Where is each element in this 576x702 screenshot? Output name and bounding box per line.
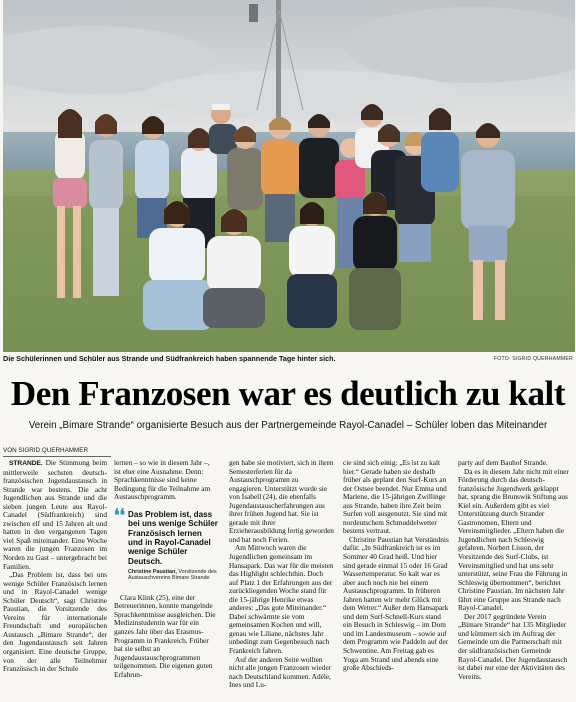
subheadline: Verein „Bimare Strande“ organisierte Besuch aus der Partnergemeinde Rayol-Canadel – Schüler loben das Miteinander [28,420,548,431]
byline-rule [3,456,111,457]
article-column-3 [229,459,334,690]
article-paragraph [3,459,107,571]
quote-mark-icon: ❛❛ [114,505,125,525]
article-paragraph: cie sind sich einig: „Es ist zu kalt hier.“ Gerade haben sie deshalb früher als geplant den Surf-Kurs an der Ostsee beendet. Nur Emma und Marlene, die 15-jährigen Zwillinge aus Strande, haben ihre Zeit beim Surfen voll ausgenutzt. Sie sind mit nordeutschem Schmuddelwetter bestens vertraut. [343,458,448,536]
photo-caption-row [3,354,573,366]
pull-quote-attribution [128,569,218,582]
article-column-1 [3,459,107,674]
article-column-2 [114,459,218,679]
photo-caption: Die Schülerinnen und Schüler aus Strande und Südfrankreich haben spannende Tage hinter sich. [3,354,336,363]
headline: Den Franzosen war es deutlich zu kalt [10,374,566,413]
article-paragraph: lernen – so wie in diesem Jahr –, ist eher eine Ausnahme. Denn: Sprachkenntnisse sind keine Bedingung für die Teilnahme am Austauschprogramm. [114,458,211,502]
article-paragraph: Clara Klink (25), eine der Betreuerinnen, konnte mangelnde Sprachkenntnisse ausgleichen. Die Medizinstudentin war für ein ganzes Jahr über das Erasmus-Programm in Frankreich. Früher hat sie selbst an Jugendaustauschprogrammen teilgenommen. Die eigenen guten Erfahrun- [114,592,216,679]
photo-credit: FOTO: SIGRID QUERHAMMER [493,356,573,362]
byline: VON SIGRID QUERHAMMER [3,447,89,454]
article-paragraph: Am Mittwoch waren die Jugendlichen gemeinsam im Hansapark. Das war für die meisten das Highlight schlechthin. Doch auf Platz 1 der Erfahrungen aus der zurückliegenden Woche stand für die 15-jährige Henrike etwas anderes: „Das gute Miteinander.“ Dabei schwärmte sie vom gemeinsamen Kochen und will, genau wie Liliane, nächstes Jahr unbedingt zum Gegenbesuch nach Frankreich fahren. [229,543,334,656]
article-paragraph: Auf der anderen Seite wollten nicht alle jungen Franzosen wieder nach Deutschland kommen. Adèle, Ines und Lu- [229,654,332,690]
pull-quote-role: Vorsitzende des Austauschvereins Bimare Strande [128,569,217,582]
dateline: STRANDE. [9,460,43,467]
pull-quote [114,505,218,582]
article-column-4 [343,459,449,673]
article-paragraph: Der 2017 gegründete Verein „Bimare Strande“ hat 135 Mitglieder und kümmert sich im Auftrag der Gemeinde um die Partnerschaft mit der südfranzösischen Gemeinde Rayol-Canadel. Der Jugendaustausch ist dabei nur eine der Aktivitäten des Vereins. [458,611,568,681]
group-photo [3,0,575,352]
pull-quote-author: Christine Paustian, [128,569,177,576]
article-paragraph: gen habe sie motiviert, sich in ihren Semesterferien für da Austauschprogramm zu engagieren. Unterstützt wurde sie von Isabell (24), die ebenfalls Jugendaustauscherfahrungen aus ihrer frühen Jugend hat. Sie ist gerade mit ihrer Erzieherausbildung fertig geworden und hat noch Ferien. [229,458,334,544]
article-column-5 [458,459,570,681]
article-paragraph: Christine Paustian hat Verständnis dafür. „In Südfrankreich ist es im Sommer 40 Grad heiß. Und hier sind gerade einmal 15 oder 16 Grad Wassertemperatur. So kalt war es aber auch noch nie bei einem Austauschprogramm. In früheren Jahren hatten wir mehr Glück mit dem Wetter.“ Außer dem Hansapark und dem Surf-Schnell-Kurs stand ein Besuch in Schleswig – im Dom und im Landesmuseum – sowie auf dem Programm wie Paddeln auf der Schwentine. Am Freitag gab es Yoga am Strand und abends eine große Abschieds- [343,534,449,673]
pull-quote-text: Das Problem ist, dass bei uns wenige Schüler Französisch lernen und in Rayol-Canadel wenige Schüler Deutsch. [128,509,218,566]
article-paragraph: party auf dem Bauhof Strande. [458,458,548,467]
article-paragraph: „Das Problem ist, dass bei uns wenige Schüler Französisch lernen und in Rayol-Canadel wenige Schüler Deutsch“, sagt Christine Paustian, die Vorsitzende des Vereins für internationale Freundschaft und europäischen Austausch „Bimare Strande“, der den Jugendaustausch seit Jahren organisiert. Eine deutsche Gruppe, von der alle Teilnehmer Französisch in der Schule [3,570,107,674]
paragraph-text: Die Stimmung beim mittlerweile sechsten deutsch-französischen Jugendaustausch in Strande war bestens. Die acht Jugendlichen aus Strande und die sieben jungen Leute aus Rayol-Canadel (Südfrankreich) sind zwischen elf und 15 Jahren alt und hatten in den vergangenen Tagen viel Spaß miteinander. Eine Woche waren die jungen Franzosen im Norden zu Gast – untergebracht bei Familien. [3,458,107,571]
article-paragraph: Da es in diesem Jahr nicht mit einer Förderung durch das deutsch-französische Jugendwerk geklappt hat, sprang die Brunswik Stiftung aus Kiel ein. Außerdem gibt es viel Unterstützung durch Strander Gastronomen, Eltern und Vereinsmitglieder. „Eltern haben die Jugendlichen nach Schleswig gefahren. Norbert Lisson, der Vorsitzende des Surf-Clubs, ist Vereinsmitglied und hat uns sehr unterstützt, seine Frau die Führung in Schleswig übernommen“, berichtet Christine Paustian. Im nächsten Jahr fährt eine Gruppe aus Strande nach Rayol-Canadel. [458,466,569,613]
